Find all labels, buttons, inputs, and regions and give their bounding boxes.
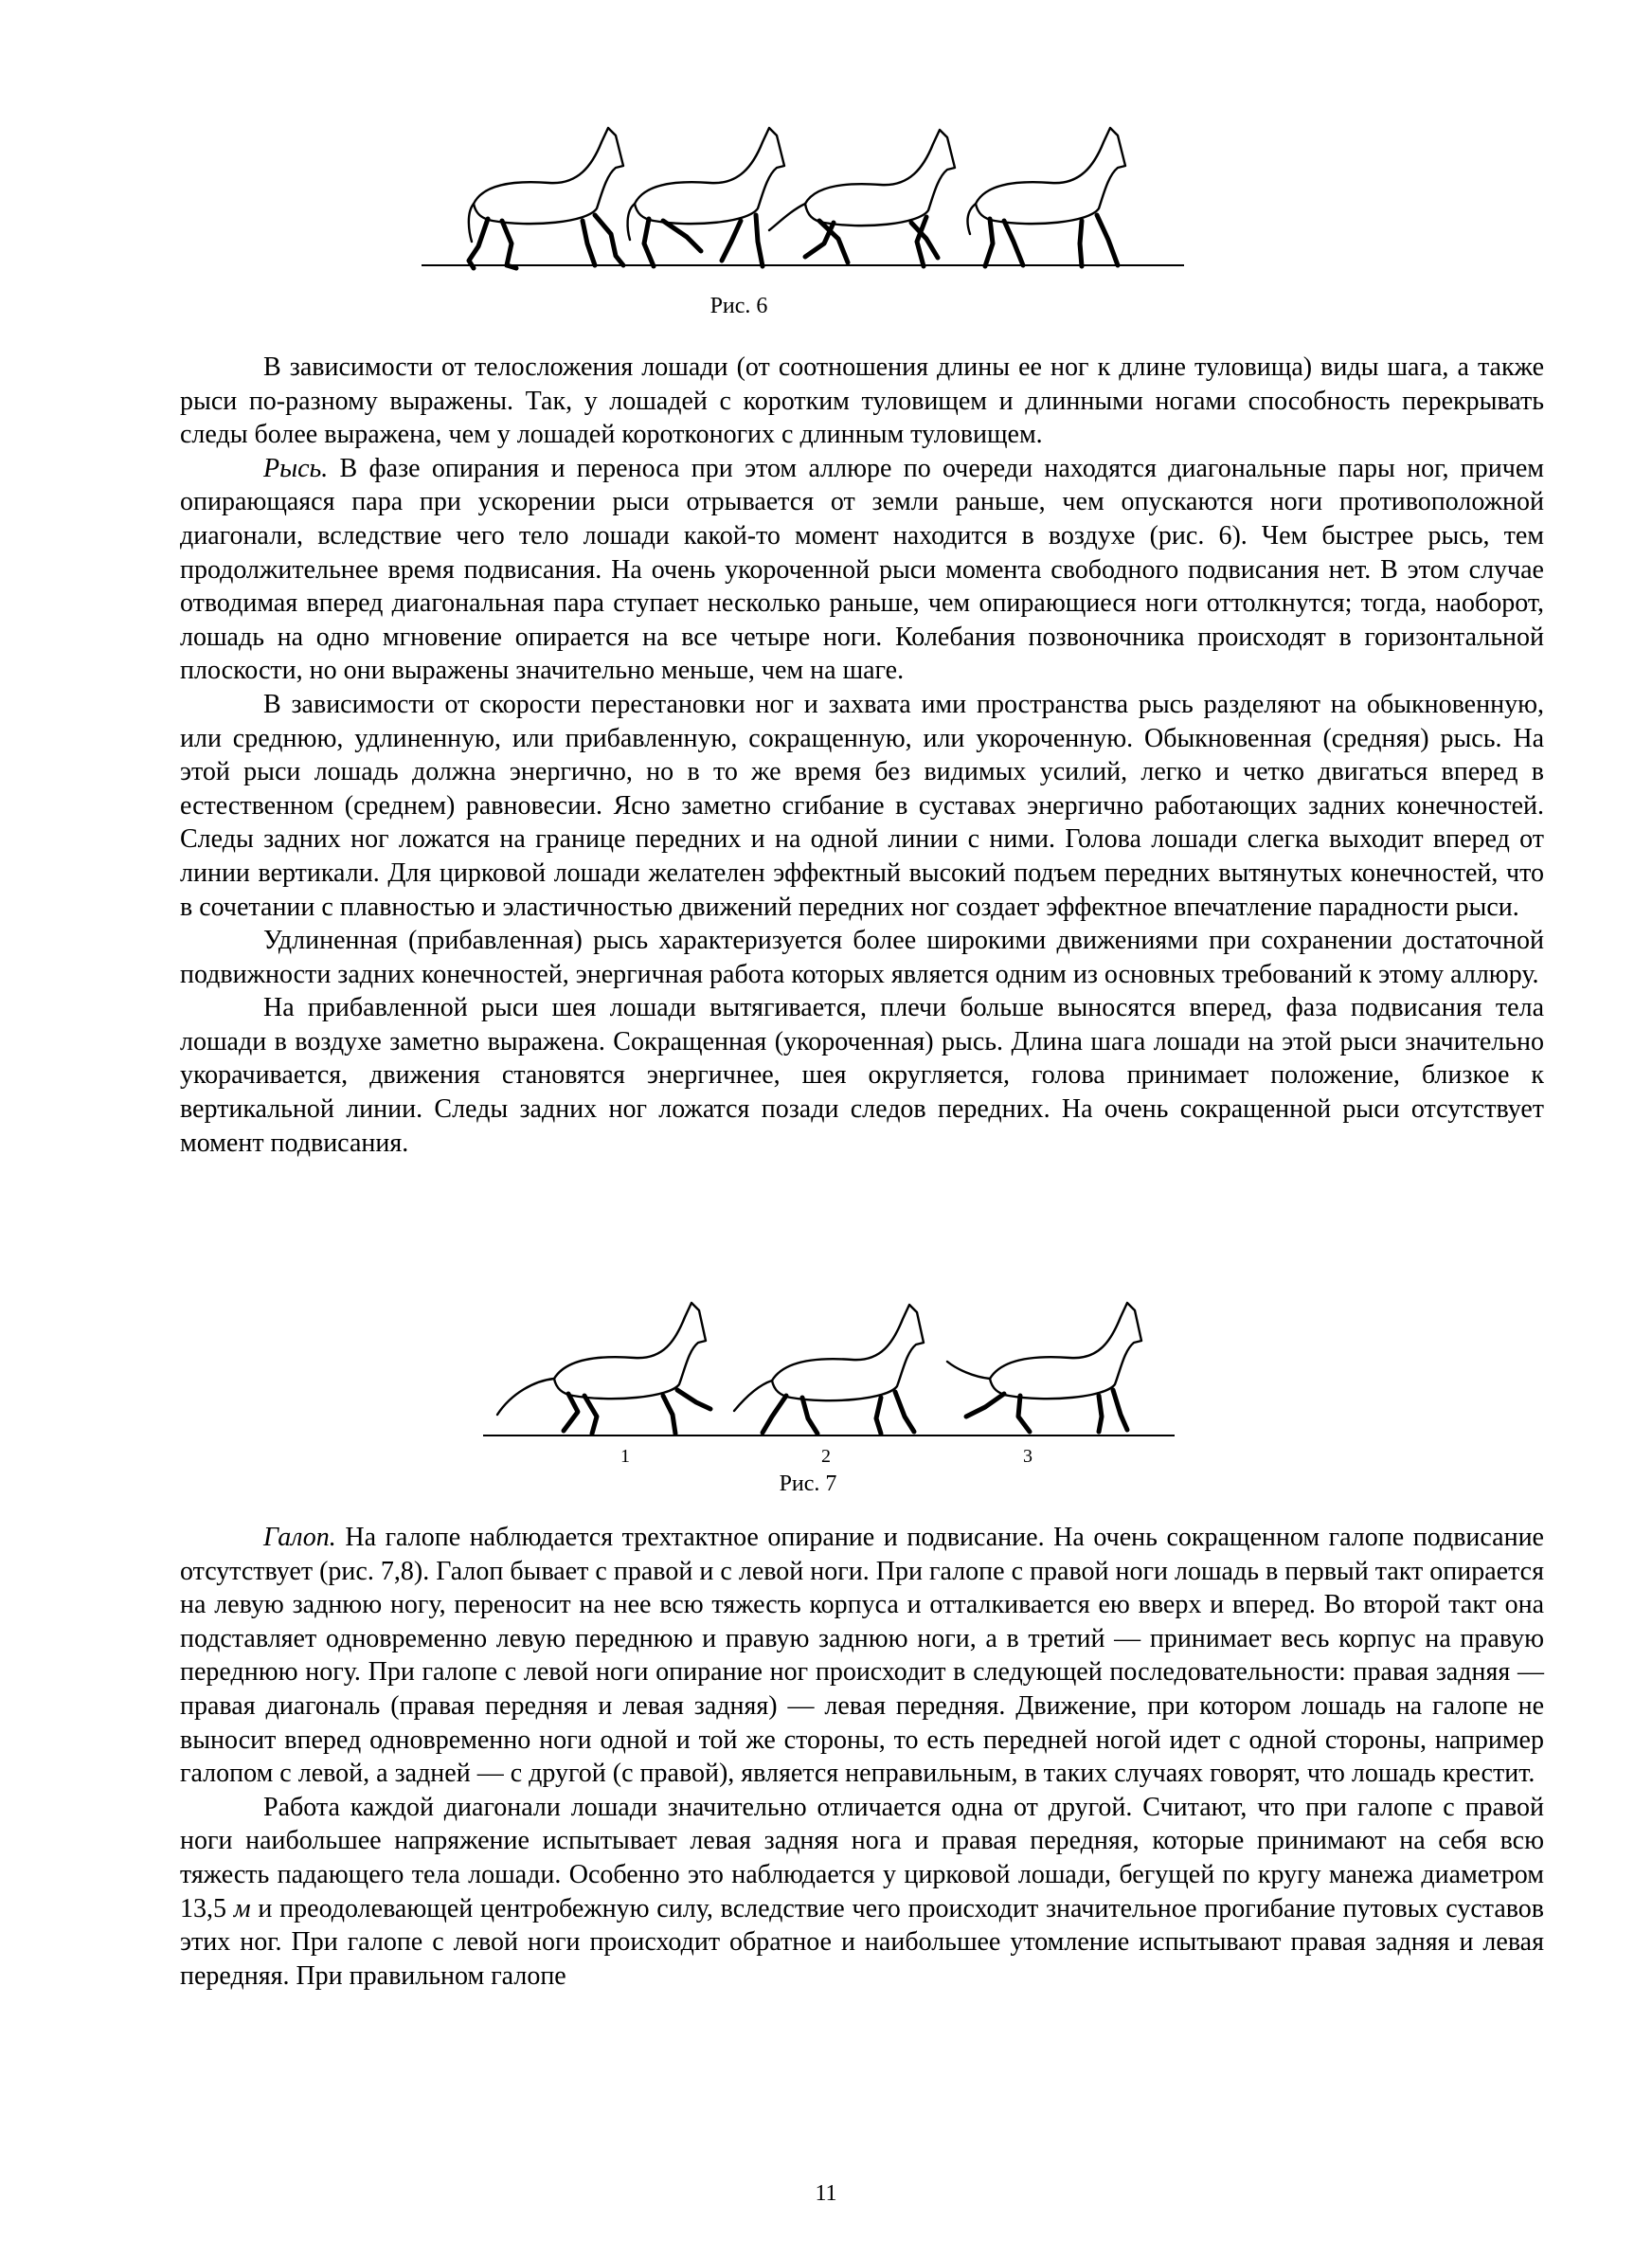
figure-7-illustration xyxy=(478,1293,1179,1469)
text-block-lower xyxy=(180,1521,1544,1993)
figure-7-caption: Рис. 7 xyxy=(779,1472,837,1496)
figure-6 xyxy=(417,109,1194,275)
gallop-text: На галопе наблюдается трехтактное опирание и подвисание. На очень сокращенном галопе подвисание отсутствует (рис. 7,8). Галоп бывает с правой и с левой ноги. При галопе с правой ноги лошадь в первый такт опирается на левую заднюю ногу, переносит на нее всю тяжесть корпуса и отталкивается ею вверх и вперед. Во второй такт она подставляет одновременно левую переднюю и правую заднюю ноги, а в третий — принимает весь корпус на правую переднюю ногу. При галопе с левой ноги опирание ног происходит в следующей последовательности: правая задняя — правая диагональ (правая передняя и левая задняя) — левая передняя. Движение, при котором лошадь на галопе не выносит вперед одновременно ноги одной и той же стороны, то есть передней ногой идет с одной стороны, например галопом с левой, а задней — с другой (с правой), является неправильным, в таких случаях говорят, что лошадь крестит. xyxy=(180,1523,1544,1789)
figure-6-horse-4 xyxy=(968,128,1125,266)
page-number: 11 xyxy=(815,2181,837,2206)
trot-lead-term: Рысь. xyxy=(263,453,329,483)
figure-7-label-2: 2 xyxy=(821,1446,831,1467)
text-block-upper xyxy=(180,351,1544,1160)
figure-7 xyxy=(478,1293,1179,1469)
paragraph-diagonals xyxy=(180,1791,1544,1994)
diagonals-unit: м xyxy=(233,1893,251,1923)
figure-6-horse-2 xyxy=(628,128,784,266)
paragraph-added-trot: На прибавленной рыси шея лошади вытягивается, плечи больше выносятся вперед, фаза подвисания тела лошади в воздухе заметно выражена. Сокращенная (укороченная) рысь. Длина шага лошади на этой рыси значительно укорачивается, движения становятся энергичнее, шея округляется, голова принимает положение, близкое к вертикальной линии. Следы задних ног ложатся позади следов передних. На очень сокращенной рыси отсутствует момент подвисания. xyxy=(180,993,1544,1158)
paragraph-trot xyxy=(180,452,1544,688)
figure-7-horse-3 xyxy=(947,1303,1141,1432)
gallop-lead-term: Галоп. xyxy=(263,1523,336,1552)
figure-7-horse-2 xyxy=(734,1305,924,1434)
figure-6-horse-3 xyxy=(769,130,955,266)
figure-6-caption: Рис. 6 xyxy=(709,294,768,318)
paragraph-trot-types: В зависимости от скорости перестановки ног и захвата ими пространства рысь разделяют на обыкновенную, или среднюю, удлиненную, или прибавленную, сокращенную, или укороченную. Обыкновенная (средняя) рысь. На этой рыси лошадь должна энергично, но в то же время без видимых усилий, легко и четко двигаться вперед в естественном (среднем) равновесии. Ясно заметно сгибание в суставах энергично работающих задних конечностей. Следы задних ног ложатся на границе передних и на одной линии с ними. Голова лошади слегка выходит вперед от линии вертикали. Для цирковой лошади желателен эффектный высокий подъем передних вытянутых конечностей, что в сочетании с плавностью и эластичностью движений передних ног создает эффектное впечатление парадности рыси. xyxy=(180,689,1544,922)
diagonals-text-b: и преодолевающей центробежную силу, вследствие чего происходит значительное прогибание путовых суставов этих ног. При галопе с левой ноги происходит обратное и наибольшее утомление испытывают правая задняя и левая передняя. При правильном галопе xyxy=(180,1893,1545,1991)
figure-7-horse-1 xyxy=(497,1303,710,1434)
paragraph-gallop xyxy=(180,1521,1544,1791)
figure-6-illustration xyxy=(417,109,1194,275)
figure-7-label-3: 3 xyxy=(1023,1446,1032,1467)
trot-text: В фазе опирания и переноса при этом аллюре по очереди находятся диагональные пары ног, причем опирающаяся пара при ускорении рыси отрывается от земли раньше, чем опускаются ноги противоположной диагонали, вследствие чего тело лошади какой-то момент находится в воздухе (рис. 6). Чем быстрее рысь, тем продолжительнее время подвисания. На очень укороченной рыси момента свободного подвисания нет. В этом случае отводимая вперед диагональная пара ступает несколько раньше, чем опирающиеся ноги оттолкнутся; тогда, наоборот, лошадь на одно мгновение опирается на все четыре ноги. Колебания позвоночника происходят в горизонтальной плоскости, но они выражены значительно меньше, чем на шаге. xyxy=(180,453,1544,686)
paragraph-extended-trot: Удлиненная (прибавленная) рысь характеризуется более широкими движениями при сохранении достаточной подвижности задних конечностей, энергичная работа которых является одним из основных требований к этому аллюру. xyxy=(180,926,1544,989)
figure-7-label-1: 1 xyxy=(620,1446,630,1467)
figure-6-horse-1 xyxy=(469,128,623,268)
diagonals-text-a: Работа каждой диагонали лошади значительно отличается одна от другой. Считают, что при галопе с правой ноги наибольшее напряжение испытывает левая задняя нога и правая передняя, которые принимают на себя всю тяжесть падающего тела лошади. Особенно это наблюдается у цирковой лошади, бегущей по кругу манежа диаметром 13,5 xyxy=(180,1792,1544,1923)
paragraph-gait-build: В зависимости от телосложения лошади (от соотношения длины ее ног к длине туловища) виды шага, а также рыси по-разному выражены. Так, у лошадей с коротким туловищем и длинными ногами способность перекрывать следы более выражена, чем у лошадей коротконогих с длинным туловищем. xyxy=(180,352,1544,450)
